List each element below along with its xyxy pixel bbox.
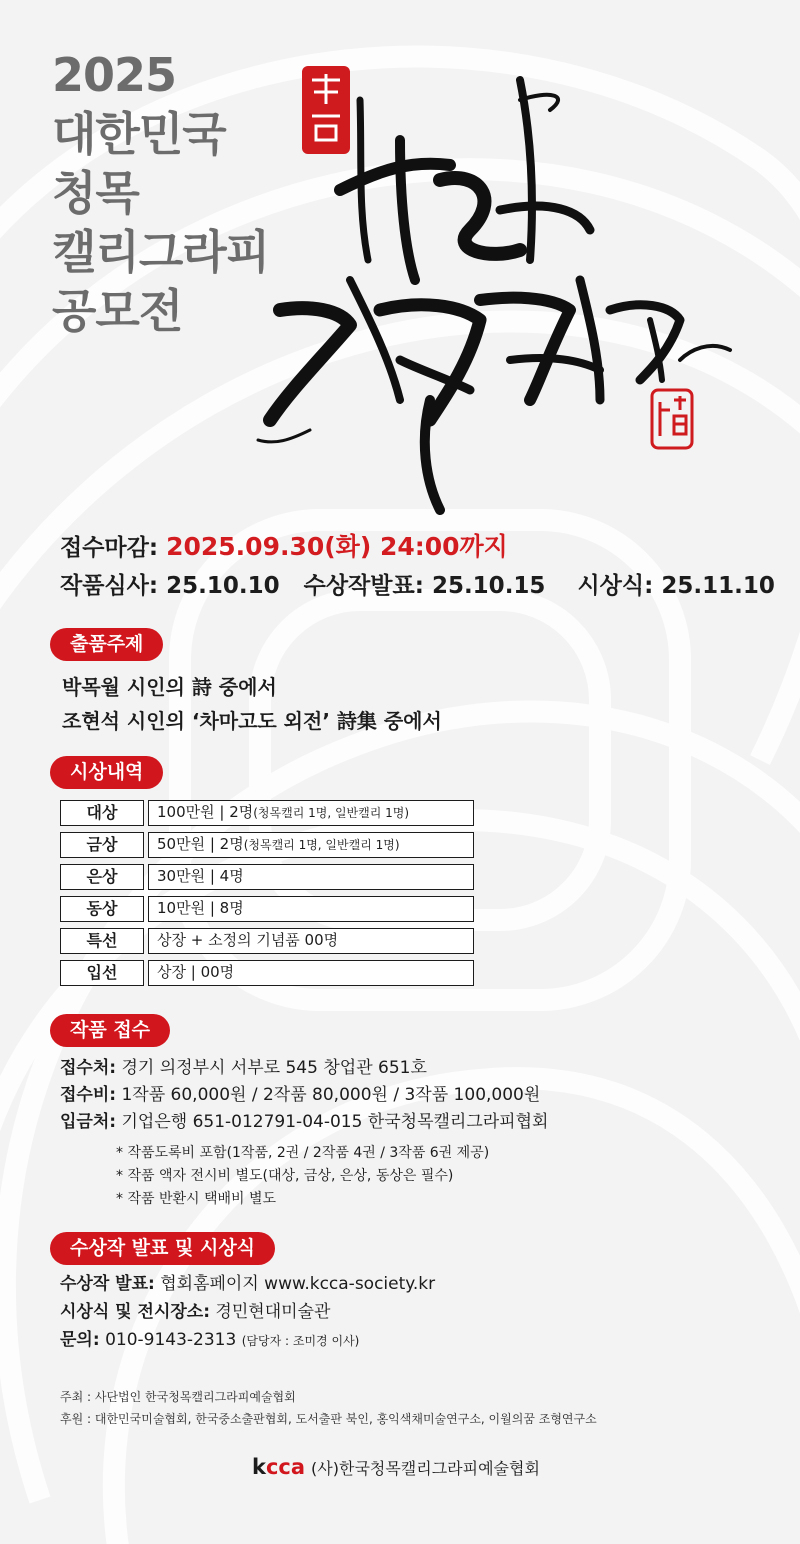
- award-value: 50만원 | 2명(청목캘리 1명, 일반캘리 1명): [148, 832, 474, 858]
- award-row: [60, 800, 474, 826]
- award-value: 100만원 | 2명(청목캘리 1명, 일반캘리 1명): [148, 800, 474, 826]
- ceremony-value: 25.11.10: [661, 573, 775, 599]
- title-country: 대한민국: [52, 107, 226, 161]
- note-item: * 작품 액자 전시비 별도(대상, 금상, 은상, 동상은 필수): [116, 1168, 454, 1184]
- award-value: 30만원 | 4명: [148, 864, 474, 890]
- footer-sponsor: 후원 : 대한민국미술협회, 한국중소출판협회, 도서출판 북인, 홍익색채미술연구소, 이월의꿈 조형연구소: [60, 1412, 597, 1426]
- phone-number[interactable]: 010-9143-2313: [105, 1330, 237, 1350]
- submission-section: [60, 1055, 548, 1211]
- schedule-row: [60, 567, 775, 605]
- announce-value: 25.10.15: [431, 573, 546, 599]
- footer-host: 주최 : 사단법인 한국청목캘리그라피예술협회: [60, 1390, 296, 1404]
- deadline-row: [60, 528, 775, 567]
- awards-heading: 시상내역: [50, 756, 163, 789]
- award-value: 10만원 | 8명: [148, 896, 474, 922]
- title-calligraphy: 캘리그라피: [52, 225, 270, 279]
- review-value: 25.10.10: [166, 573, 280, 599]
- award-name: 특선: [60, 928, 144, 954]
- theme-line: 조현석 시인의 ‘차마고도 외전’ 詩集 중에서: [62, 709, 442, 733]
- note-item: * 작품 반환시 택배비 별도: [116, 1191, 277, 1207]
- award-row: [60, 896, 474, 922]
- announce-label: 수상작발표:: [303, 573, 424, 599]
- announcement-section: [60, 1270, 435, 1355]
- calligraphy-artwork: [250, 60, 750, 530]
- awards-table: [60, 800, 474, 992]
- contact-line: 문의: 010-9143-2313 (담당자 : 조미경 이사): [60, 1330, 360, 1350]
- award-value: 상장 + 소정의 기념품 00명: [148, 928, 474, 954]
- award-row: [60, 928, 474, 954]
- title-brand: 청목: [52, 166, 139, 220]
- venue-line: 시상식 및 전시장소: 경민현대미술관: [60, 1302, 331, 1322]
- award-name: 입선: [60, 960, 144, 986]
- theme-line: 박목월 시인의 詩 중에서: [62, 675, 277, 699]
- submission-bank: 입금처: 기업은행 651-012791-04-015 한국청목캘리그라피협회: [60, 1112, 549, 1132]
- submission-fee: 접수비: 1작품 60,000원 / 2작품 80,000원 / 3작품 100,000원: [60, 1085, 541, 1105]
- award-row: [60, 832, 474, 858]
- theme-heading: 출품주제: [50, 628, 163, 661]
- submission-place: 접수처: 경기 의정부시 서부로 545 창업관 651호: [60, 1058, 427, 1078]
- submission-notes: [116, 1142, 548, 1211]
- title-year: 2025: [52, 48, 177, 102]
- title-contest: 공모전: [52, 284, 183, 338]
- award-row: [60, 864, 474, 890]
- poster-title: [52, 46, 269, 341]
- deadline-value: 2025.09.30(화) 24:00까지: [166, 532, 508, 561]
- seal-bottom: [652, 390, 692, 448]
- award-name: 동상: [60, 896, 144, 922]
- footer: [60, 1386, 597, 1430]
- award-name: 은상: [60, 864, 144, 890]
- theme-section: [62, 670, 442, 738]
- award-row: [60, 960, 474, 986]
- review-label: 작품심사:: [60, 573, 159, 599]
- organization-logo: [252, 1455, 540, 1479]
- ceremony-label: 시상식:: [577, 573, 654, 599]
- submission-heading: 작품 접수: [50, 1014, 170, 1047]
- award-name: 대상: [60, 800, 144, 826]
- award-name: 금상: [60, 832, 144, 858]
- organization-name: (사)한국청목캘리그라피예술협회: [311, 1458, 540, 1478]
- announcement-heading: 수상작 발표 및 시상식: [50, 1232, 275, 1265]
- website-link[interactable]: 협회홈페이지 www.kcca-society.kr: [160, 1274, 436, 1294]
- contact-person: (담당자 : 조미경 이사): [241, 1334, 360, 1348]
- result-line: 수상작 발표: 협회홈페이지 www.kcca-society.kr: [60, 1274, 436, 1294]
- note-item: * 작품도록비 포함(1작품, 2권 / 2작품 4권 / 3작품 6권 제공): [116, 1145, 490, 1161]
- deadline-label: 접수마감:: [60, 535, 159, 561]
- schedule: [60, 528, 775, 605]
- seal-top: [302, 66, 350, 154]
- award-value: 상장 | 00명: [148, 960, 474, 986]
- kcca-logo: k cca: [252, 1455, 306, 1479]
